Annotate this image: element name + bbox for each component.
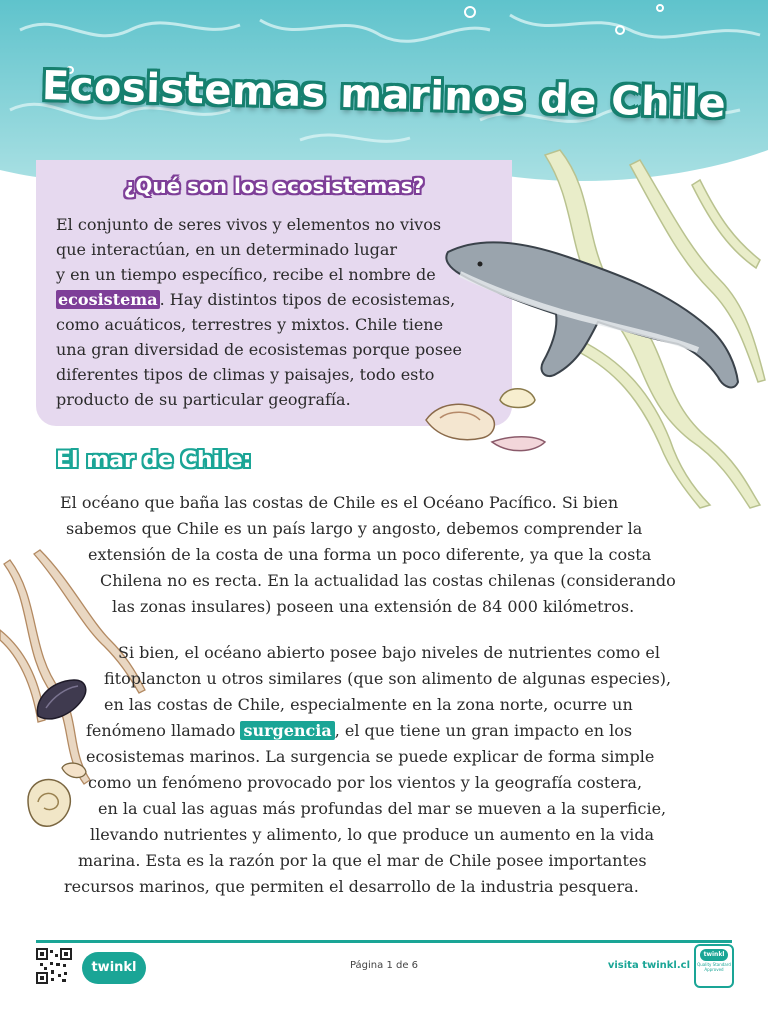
quality-badge (694, 944, 734, 988)
body-line: Chilena no es recta. En la actualidad las costas chilenas (considerando (100, 571, 676, 590)
intro-line: que interactúan, en un determinado lugar (56, 240, 398, 259)
page-number: Página 1 de 6 (349, 960, 419, 971)
intro-line: y en un tiempo específico, recibe el nombre de (56, 265, 436, 284)
body-line: en la cual las aguas más profundas del mar se mueven a la superficie, (98, 799, 667, 818)
body-line: las zonas insulares) poseen una extensión de 84 000 kilómetros. (112, 597, 635, 616)
body-line: ecosistemas marinos. La surgencia se puede explicar de forma simple (86, 747, 655, 766)
highlight-surgencia: surgencia (240, 721, 334, 740)
body-line: extensión de la costa de una forma un poco diferente, ya que la costa (88, 545, 652, 564)
page-title: Ecosistemas marinos de Chile (41, 63, 727, 127)
intro-heading: ¿Qué son los ecosistemas? (123, 174, 425, 198)
body-line: llevando nutrientes y alimento, lo que produce un aumento en la vida (90, 825, 655, 844)
body-line: sabemos que Chile es un país largo y angosto, debemos comprender la (66, 519, 643, 538)
intro-line-rest: . Hay distintos tipos de ecosistemas, (159, 290, 456, 309)
body-line (86, 718, 632, 744)
badge-logo: twinkl (700, 949, 728, 961)
seashell-icon (420, 380, 550, 470)
snail-shell-icon (18, 760, 92, 836)
visit-link[interactable]: visita twinkl.cl (607, 960, 690, 971)
intro-line (56, 287, 496, 312)
intro-line: diferentes tipos de climas y paisajes, todo esto (56, 365, 435, 384)
mussel-icon (34, 676, 90, 724)
intro-line: como acuáticos, terrestres y mixtos. Chile tiene (56, 315, 444, 334)
footer-divider (36, 940, 732, 943)
body-line: fitoplancton u otros similares (que son alimento de algunas especies), (104, 669, 672, 688)
body-line-before: fenómeno llamado (86, 721, 241, 740)
body-line-after: , el que tiene un gran impacto en los (334, 721, 633, 740)
body-line: como un fenómeno provocado por los vientos y la geografía costera, (88, 773, 643, 792)
twinkl-logo[interactable]: twinkl (82, 952, 146, 984)
whale-icon (438, 232, 748, 400)
body-line: El océano que baña las costas de Chile es el Océano Pacífico. Si bien (60, 493, 619, 512)
intro-line: una gran diversidad de ecosistemas porque posee (56, 340, 462, 359)
intro-line: producto de su particular geografía. (56, 390, 351, 409)
section-heading: El mar de Chile: (56, 448, 252, 473)
body-line: en las costas de Chile, especialmente en la zona norte, ocurre un (104, 695, 633, 714)
highlight-ecosistema: ecosistema (58, 290, 158, 309)
intro-line: El conjunto de seres vivos y elementos no vivos (56, 215, 442, 234)
body-line: recursos marinos, que permiten el desarrollo de la industria pesquera. (64, 877, 639, 896)
body-line: marina. Esta es la razón por la que el mar de Chile posee importantes (78, 851, 647, 870)
badge-text: Quality Standard Approved (697, 962, 731, 972)
body-line: Si bien, el océano abierto posee bajo niveles de nutrientes como el (118, 643, 660, 662)
